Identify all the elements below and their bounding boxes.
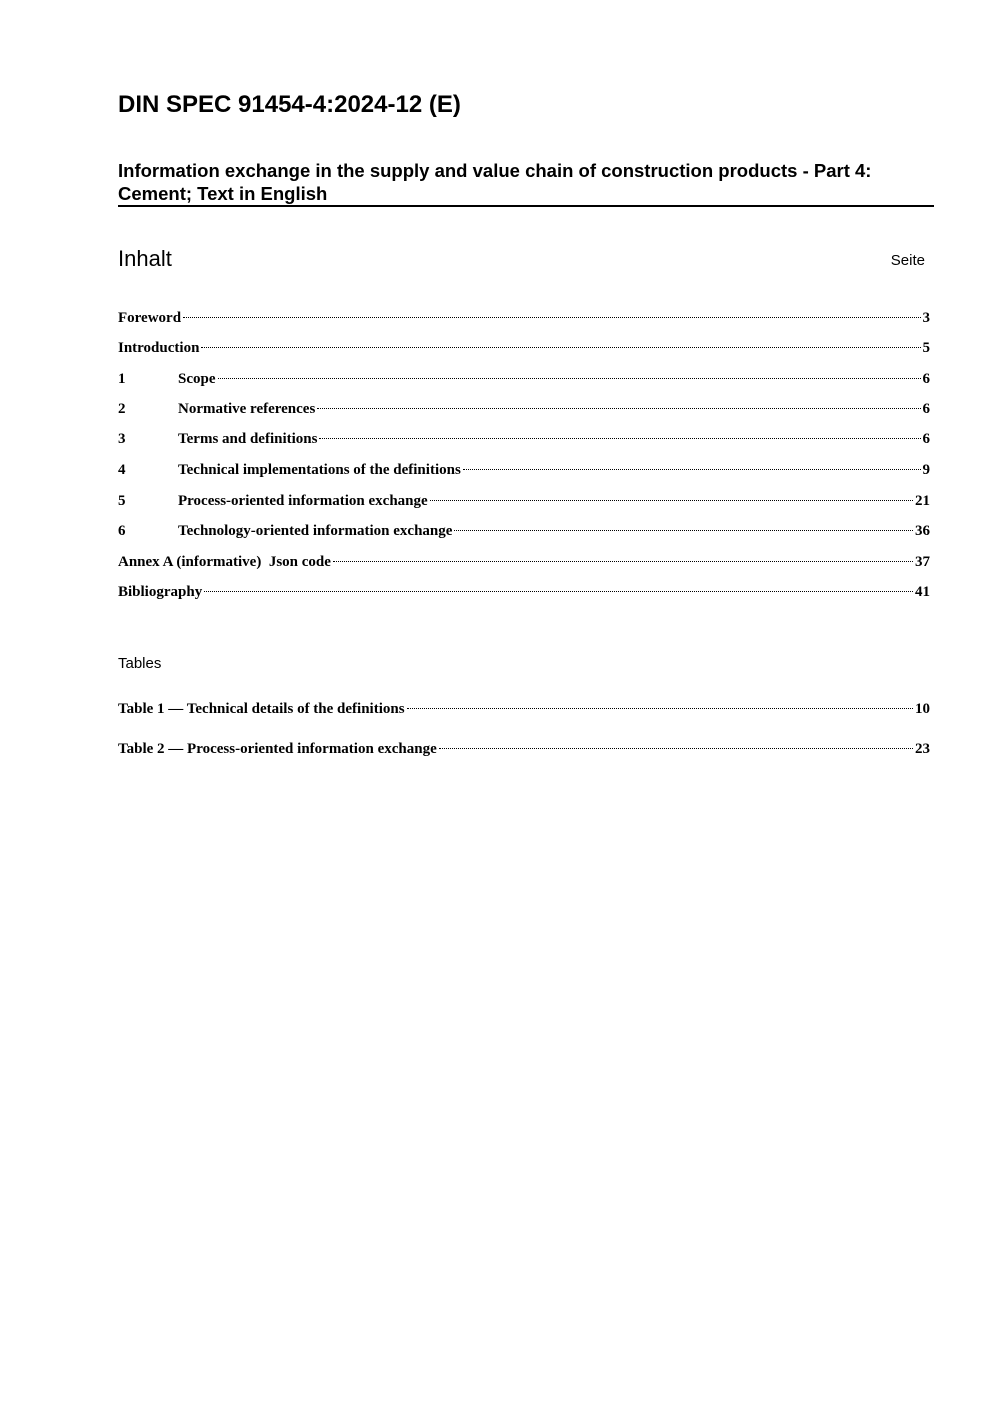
table-entry-page: 10 xyxy=(915,701,930,717)
toc-entry-terms-and-definitions[interactable] xyxy=(118,423,930,447)
dot-leader xyxy=(437,733,915,753)
toc-entry-number: 3 xyxy=(118,431,126,447)
toc-entry-page: 21 xyxy=(915,493,930,509)
toc-entry-page: 9 xyxy=(922,462,930,478)
dot-leader xyxy=(428,485,915,505)
dot-leader xyxy=(331,546,915,566)
dot-leader xyxy=(452,515,915,535)
toc-entry-page: 41 xyxy=(915,584,930,600)
table-entry-page: 23 xyxy=(915,741,930,757)
toc-entry-introduction[interactable] xyxy=(118,332,930,356)
table-entry-1[interactable] xyxy=(118,693,930,717)
toc-entry-scope[interactable] xyxy=(118,363,930,387)
toc-entry-number: 5 xyxy=(118,493,126,509)
page-column-label: Seite xyxy=(890,252,925,269)
toc-entry-normative-references[interactable] xyxy=(118,393,930,417)
dot-leader xyxy=(199,332,922,352)
toc-entry-page: 6 xyxy=(922,401,930,417)
toc-entry-label: Normative references xyxy=(178,401,316,417)
toc-entry-label: Technical implementations of the definitions xyxy=(178,462,461,478)
toc-entry-number: 1 xyxy=(118,371,126,387)
dot-leader xyxy=(405,693,915,713)
dot-leader xyxy=(202,576,915,596)
toc-heading: Inhalt xyxy=(118,246,172,271)
toc-entry-label: Process-oriented information exchange xyxy=(178,493,428,509)
toc-entry-technical-implementations[interactable] xyxy=(118,454,930,478)
tables-heading: Tables xyxy=(118,655,162,672)
toc-entry-number: 4 xyxy=(118,462,126,478)
toc-entry-number: 6 xyxy=(118,523,126,539)
toc-entry-label: Annex A (informative) Json code xyxy=(118,554,331,570)
toc-entry-page: 5 xyxy=(922,340,930,356)
dot-leader xyxy=(461,454,923,474)
table-entry-2[interactable] xyxy=(118,733,930,757)
toc-entry-label: Foreword xyxy=(118,310,182,326)
dot-leader xyxy=(315,393,922,413)
document-subtitle: Information exchange in the supply and value chain of construction products - Part 4: Cement; Text in English xyxy=(118,160,872,204)
dot-leader xyxy=(181,302,922,322)
toc-entry-page: 6 xyxy=(922,431,930,447)
toc-entry-label: Technology-oriented information exchange xyxy=(178,523,453,539)
toc-entry-page: 36 xyxy=(915,523,930,539)
table-entry-label: Table 2 — Process-oriented information exchange xyxy=(118,741,437,757)
toc-entry-technology-oriented[interactable] xyxy=(118,515,930,539)
toc-entry-page: 6 xyxy=(922,371,930,387)
toc-entry-page: 37 xyxy=(915,554,930,570)
toc-entry-foreword[interactable] xyxy=(118,302,930,326)
dot-leader xyxy=(317,423,922,443)
title-rule xyxy=(118,205,934,207)
toc-entry-number: 2 xyxy=(118,401,126,417)
toc-entry-bibliography[interactable] xyxy=(118,576,930,600)
toc-entry-label: Introduction xyxy=(118,340,200,356)
document-title: DIN SPEC 91454-4:2024-12 (E) xyxy=(118,91,461,118)
toc-entry-page: 3 xyxy=(922,310,930,326)
table-entry-label: Table 1 — Technical details of the definitions xyxy=(118,701,405,717)
toc-entry-label: Scope xyxy=(178,371,216,387)
toc-entry-process-oriented[interactable] xyxy=(118,485,930,509)
toc-entry-label: Bibliography xyxy=(118,584,203,600)
dot-leader xyxy=(216,363,923,383)
toc-entry-label: Terms and definitions xyxy=(178,431,318,447)
toc-entry-annex-a[interactable] xyxy=(118,546,930,570)
